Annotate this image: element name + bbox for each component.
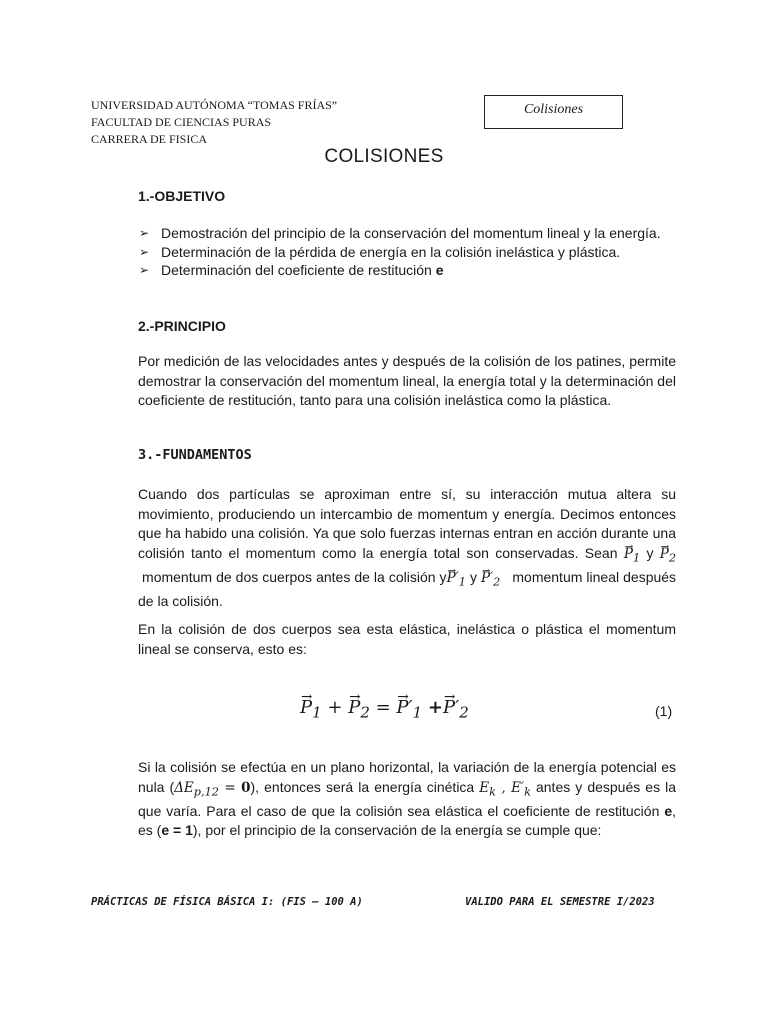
list-item: ➢ Demostración del principio de la conservación del momentum lineal y la energía. — [139, 225, 661, 241]
vector-p1-prime: → $P'_1$ — [447, 570, 466, 586]
vector-p2: → $P_2$ — [660, 546, 676, 562]
faculty-name: FACULTAD DE CIENCIAS PURAS — [91, 115, 272, 129]
institution-header — [91, 97, 337, 148]
career-name: CARRERA DE FISICA — [91, 132, 208, 146]
footer-semester: VALIDO PARA EL SEMESTRE I/2023 — [465, 896, 655, 908]
vector-p1: → $P_1$ — [624, 546, 640, 562]
arrow-bullet-icon: ➢ — [139, 263, 150, 277]
fundamentos-paragraph-3: Si la colisión se efectúa en un plano horizontal, la variación de la energía potencial es nula $(\Delta E_{p,12} = 0)$, entonces será la energía cinética $E_k$ , $E'_k$ antes y después es la que varía. Para el caso de que la colisión sea elástica el coeficiente de restitución e, es (e = 1), por el principio de la conservación de la energía se cumple que: — [138, 759, 677, 839]
vector-p2-prime: → $P'_2$ — [481, 570, 500, 586]
equation-number: (1) — [655, 703, 673, 719]
fundamentos-heading: 3.-FUNDAMENTOS — [138, 447, 252, 463]
objetivo-list — [138, 224, 676, 280]
page-title: COLISIONES — [324, 146, 444, 167]
potential-energy-variation: $\Delta E_{p,12} = 0$ — [174, 779, 251, 799]
momentum-equation: → $P_1$ + → $P_2$ = → $P'_1 +\to P'_2$ — [300, 697, 469, 722]
principio-heading: 2.-PRINCIPIO — [138, 318, 226, 334]
objetivo-heading: 1.-OBJETIVO — [138, 188, 226, 204]
fundamentos-paragraph-2: En la colisión de dos cuerpos sea esta elástica, inelástica o plástica el momentum lineal se conserva, esto es: — [138, 621, 676, 657]
list-item: ➢ Determinación del coeficiente de restitución e — [139, 262, 444, 278]
arrow-bullet-icon: ➢ — [139, 244, 150, 259]
fundamentos-paragraph-1: Cuando dos partículas se aproximan entre sí, su interacción mutua altera su movimiento, produciendo un intercambio de momentum y energía. Decimos entonces que ha habido una colisión. Ya que solo fuerzas internas entran en acción durante una colisión tanto el momentum como la energía total son conservadas. Sean → $P_1$ $y \to P_2$ momentum de dos cuerpos antes de la colisión $y\to P'_1$ $y \to P'_2$ momentum lineal después de la colisión. — [138, 485, 676, 611]
university-name: UNIVERSIDAD AUTÓNOMA “TOMAS FRÍAS” — [91, 98, 338, 112]
topic-box: Colisiones — [484, 95, 623, 129]
arrow-bullet-icon: ➢ — [139, 226, 150, 240]
principio-text: Por medición de las velocidades antes y después de la colisión de los patines, permite demostrar la conservación del momentum lineal, la energía total y la determinación del coeficiente de restitución, tanto para una colisión inelástica como la plástica. — [138, 353, 676, 408]
kinetic-energy-symbols: $E_k$ , $E'_k$ — [479, 779, 531, 799]
footer-course: PRÁCTICAS DE FÍSICA BÁSICA I: (FIS – 100 A) — [91, 896, 363, 908]
list-item: ➢ Determinación de la pérdida de energía en la colisión inelástica y plástica. — [139, 243, 621, 260]
